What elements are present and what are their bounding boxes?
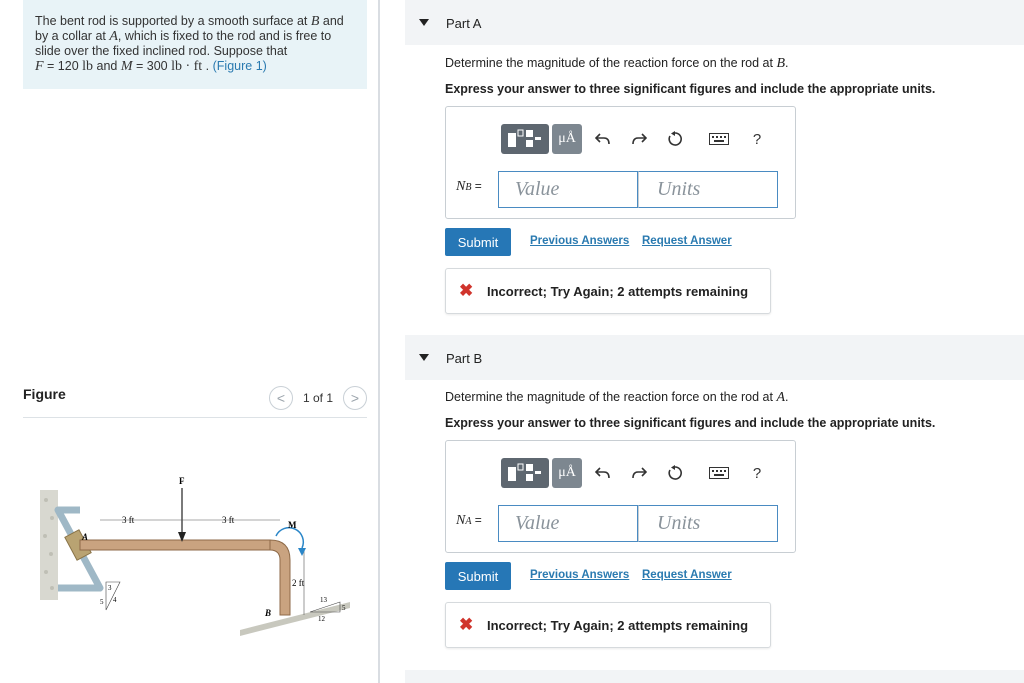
part-a-feedback-text: Incorrect; Try Again; 2 attempts remaining: [487, 284, 749, 299]
vertical-rod: [270, 540, 290, 615]
part-b-title: Part B: [446, 351, 483, 366]
na-units-input[interactable]: Units: [638, 505, 778, 542]
figure-header: [23, 382, 367, 418]
collapse-arrow-icon[interactable]: [419, 354, 429, 361]
next-figure-button[interactable]: >: [343, 386, 367, 410]
help-icon[interactable]: ?: [752, 464, 762, 482]
part-b-previous-answers-link[interactable]: Previous Answers: [530, 569, 630, 581]
part-a-previous-answers-link[interactable]: Previous Answers: [530, 235, 630, 247]
reset-icon[interactable]: [660, 458, 690, 488]
keyboard-icon[interactable]: [704, 458, 734, 488]
part-b-header[interactable]: [405, 335, 1024, 380]
undo-icon[interactable]: [588, 124, 618, 154]
wall: [40, 490, 58, 600]
math-toolbar: [501, 458, 772, 488]
tri-left-5: 5: [100, 598, 104, 606]
part-a-header[interactable]: [405, 0, 1024, 45]
horizontal-rod: [80, 540, 270, 550]
collapse-arrow-icon[interactable]: [419, 19, 429, 26]
undo-icon[interactable]: [588, 458, 618, 488]
help-icon[interactable]: ?: [752, 130, 762, 148]
part-b-submit-button[interactable]: Submit: [445, 562, 511, 590]
right-panel: [405, 0, 1024, 683]
na-label: NA =: [456, 513, 482, 528]
next-part-header: [405, 670, 1024, 683]
problem-statement: The bent rod is supported by a smooth surface at B and by a collar at A, which is fixed to the rod and is free to slide over the fixed inclined rod. Suppose that F = 120 lb and M = 300 lb · ft . (Figure 1): [23, 0, 367, 89]
math-toolbar: [501, 124, 772, 154]
part-b-feedback: [445, 602, 771, 648]
na-value-input[interactable]: Value: [498, 505, 638, 542]
nb-label: NB =: [456, 179, 482, 194]
nb-value-input[interactable]: Value: [498, 171, 638, 208]
part-a-answer-box: [445, 106, 796, 219]
keyboard-icon[interactable]: [704, 124, 734, 154]
part-a-request-answer-link[interactable]: Request Answer: [642, 235, 732, 247]
figure-link[interactable]: (Figure 1): [212, 59, 267, 73]
dim-right: 3 ft: [222, 515, 235, 525]
label-B: B: [265, 608, 272, 618]
part-a-feedback: [445, 268, 771, 314]
part-b-feedback-text: Incorrect; Try Again; 2 attempts remaining: [487, 618, 749, 633]
figure-title: Figure: [23, 386, 66, 402]
label-F: F: [179, 476, 185, 486]
incorrect-icon: ✖: [459, 615, 474, 634]
dim-left: 3 ft: [122, 515, 135, 525]
templates-icon[interactable]: [501, 124, 549, 154]
part-a-question: Determine the magnitude of the reaction force on the rod at B.: [445, 56, 789, 71]
label-A: A: [82, 532, 89, 542]
moment-arrowhead: [298, 548, 306, 556]
part-b-instruction: Express your answer to three significant figures and include the appropriate units.: [445, 416, 936, 430]
tri-left-3: 3: [108, 584, 112, 592]
incorrect-icon: ✖: [459, 281, 474, 300]
tri-right-13: 13: [320, 596, 327, 604]
label-M: M: [288, 520, 297, 530]
redo-icon[interactable]: [624, 458, 654, 488]
part-b-question: Determine the magnitude of the reaction force on the rod at A.: [445, 390, 789, 405]
nb-units-input[interactable]: Units: [638, 171, 778, 208]
tri-right-12: 12: [318, 615, 325, 623]
reset-icon[interactable]: [660, 124, 690, 154]
left-panel: [0, 0, 380, 683]
part-a-title: Part A: [446, 16, 482, 31]
bent-rod-diagram: [40, 470, 360, 640]
prev-figure-button[interactable]: <: [269, 386, 293, 410]
part-a-instruction: Express your answer to three significant figures and include the appropriate units.: [445, 82, 936, 96]
units-icon[interactable]: μÅ: [552, 458, 582, 488]
figure-page-indicator: 1 of 1: [302, 391, 333, 405]
figure-pager: [269, 386, 367, 410]
dim-vert: 2 ft: [292, 578, 305, 588]
units-icon[interactable]: μÅ: [552, 124, 582, 154]
tri-left-4: 4: [113, 596, 117, 604]
redo-icon[interactable]: [624, 124, 654, 154]
part-b-request-answer-link[interactable]: Request Answer: [642, 569, 732, 581]
templates-icon[interactable]: [501, 458, 549, 488]
tri-right-5: 5: [342, 604, 346, 612]
incline-surface: [240, 602, 350, 636]
part-a-submit-button[interactable]: Submit: [445, 228, 511, 256]
part-b-answer-box: [445, 440, 796, 553]
